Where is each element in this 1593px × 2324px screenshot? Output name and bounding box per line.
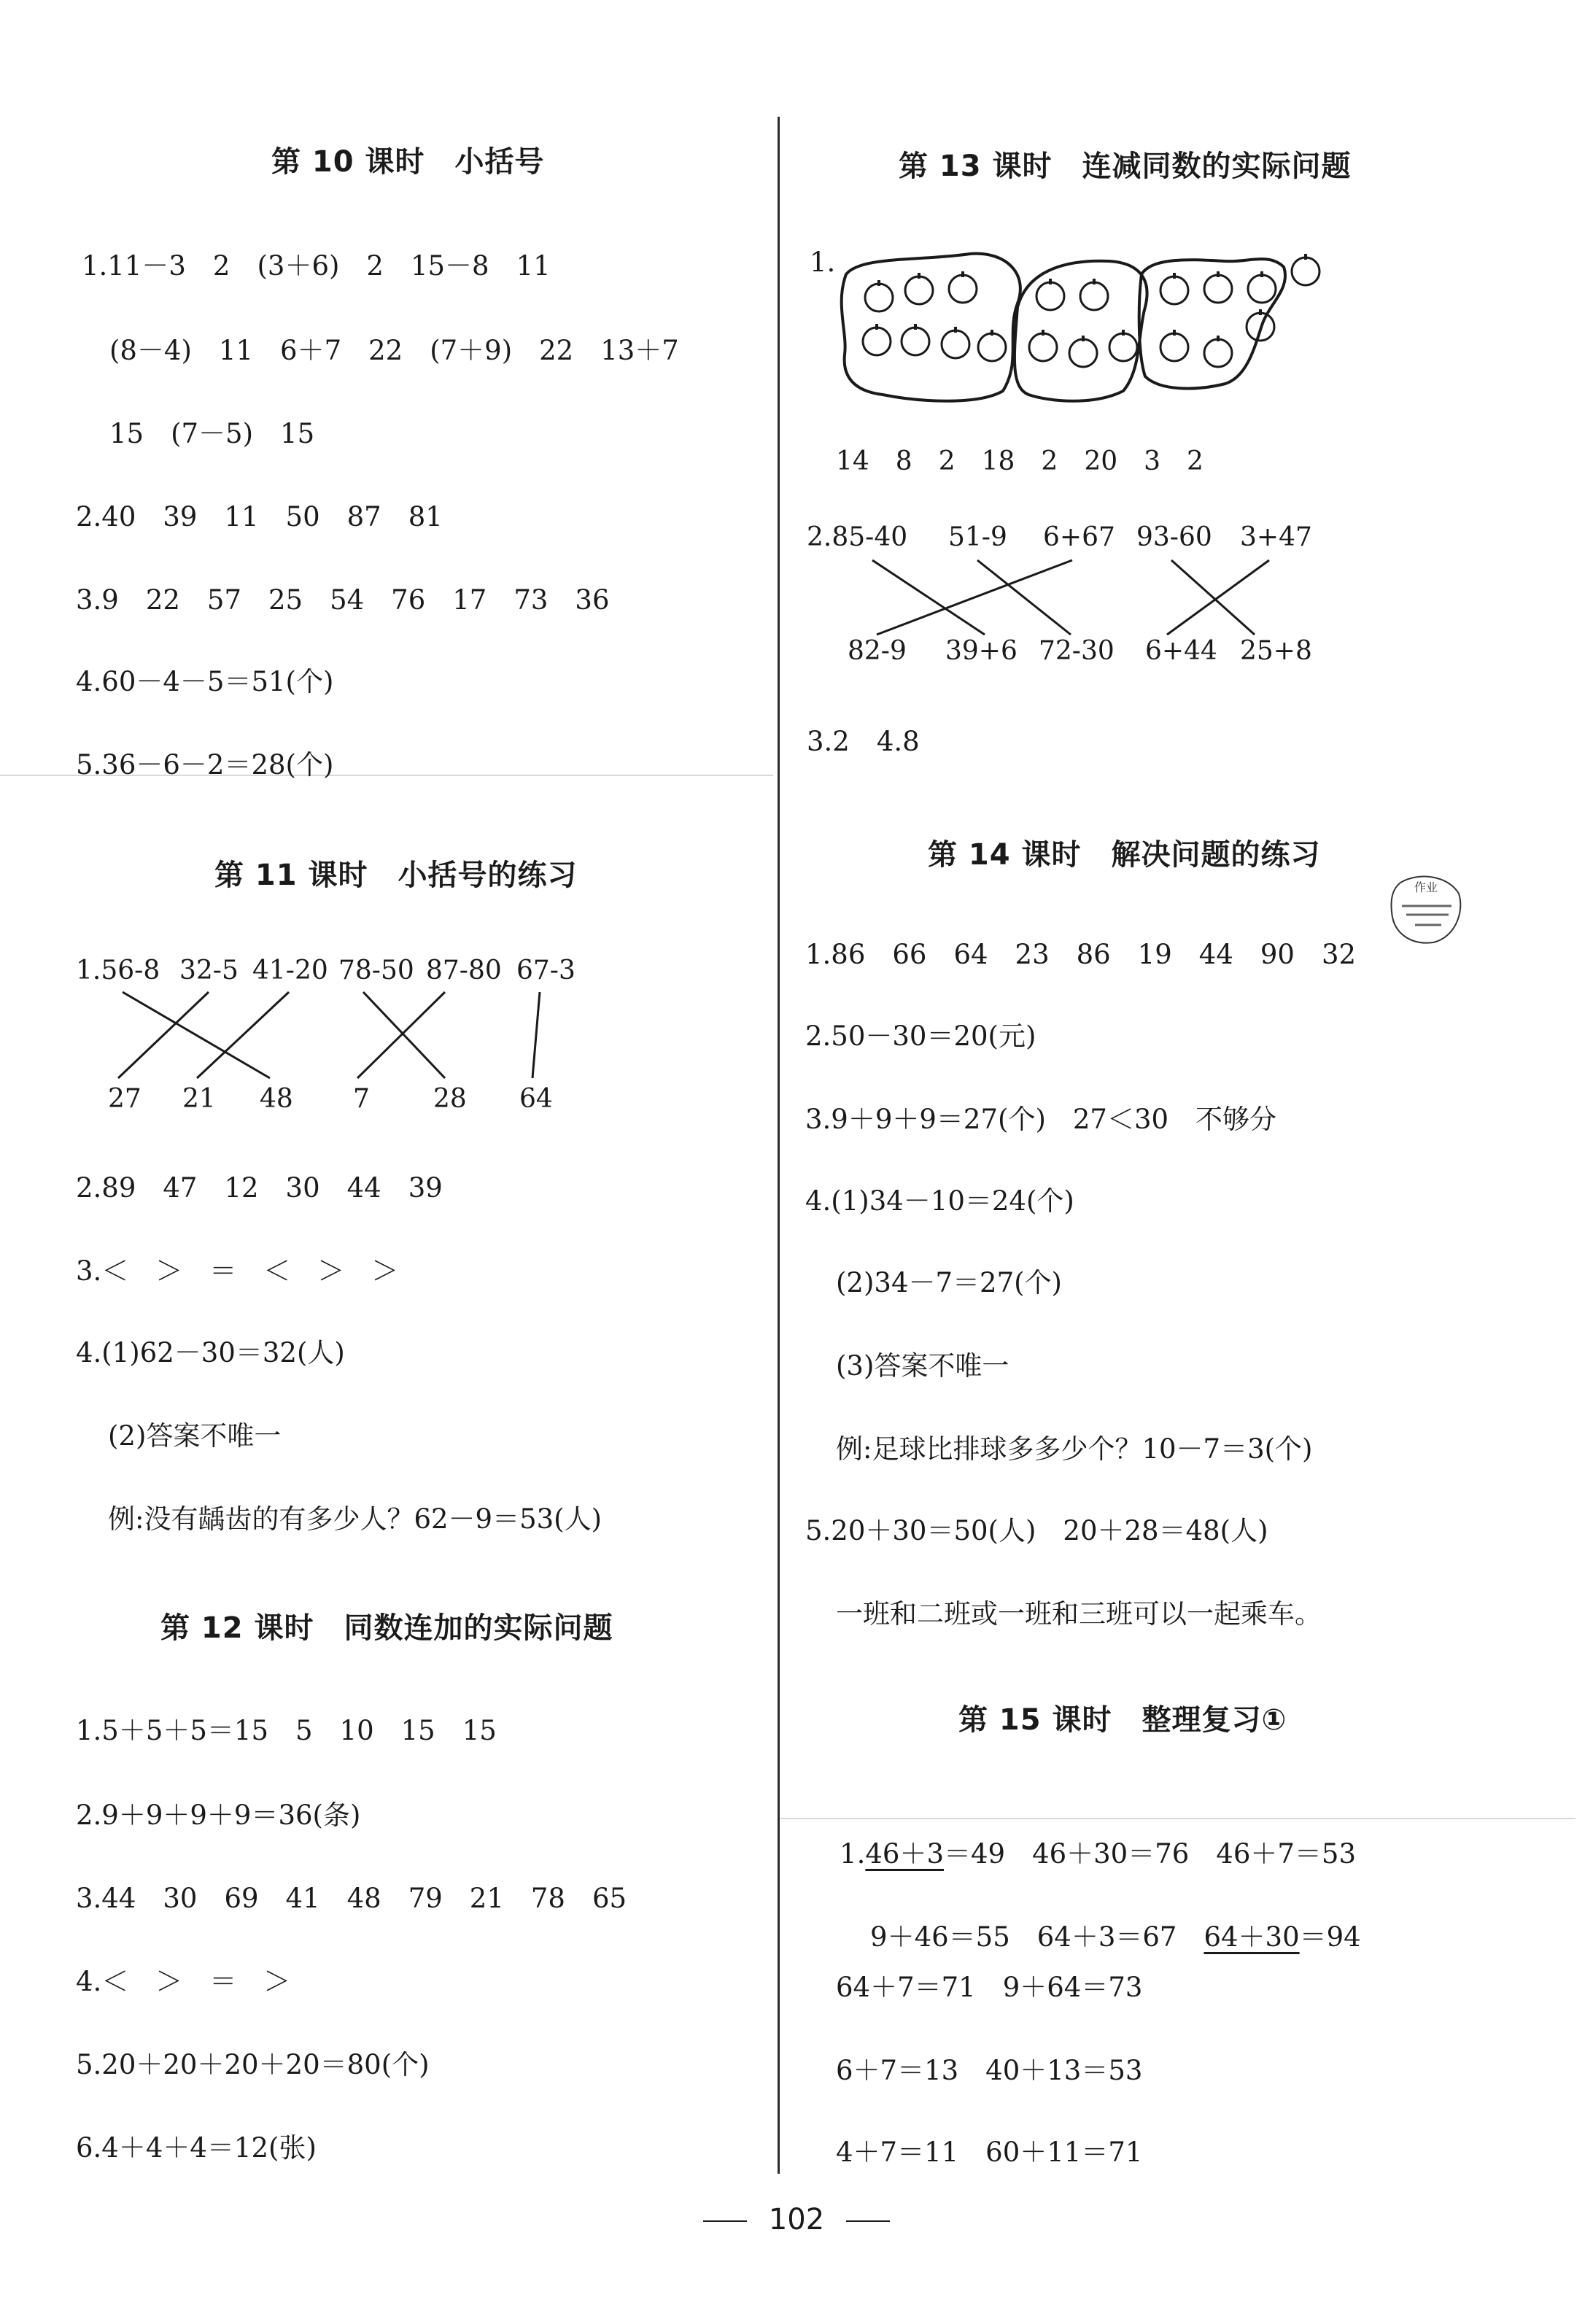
match-bottom-item: 64 bbox=[519, 1084, 553, 1114]
match-top-item: 2.85-40 bbox=[807, 522, 908, 552]
answer-line: (2)答案不唯一 bbox=[108, 1420, 282, 1452]
answer-line: 5.20＋20＋20＋20＝80(个) bbox=[76, 2049, 430, 2080]
answer-line: 2.50－30＝20(元) bbox=[805, 1020, 1036, 1052]
answer-line: 6.4＋4＋4＝12(张) bbox=[76, 2132, 317, 2164]
underlined-expression: 46＋3 bbox=[865, 1838, 944, 1870]
answer-line: 例:足球比排球多多少个？10－7＝3(个) bbox=[836, 1433, 1313, 1465]
match-bottom-item: 28 bbox=[433, 1084, 467, 1114]
expression-rest: ＝49 46＋30＝76 46＋7＝53 bbox=[943, 1838, 1357, 1870]
lesson-10-title: 第 10 课时 小括号 bbox=[271, 145, 545, 179]
homework-stamp-icon bbox=[1386, 868, 1466, 948]
lesson-15-title: 第 15 课时 整理复习① bbox=[958, 1703, 1287, 1737]
answer-line: 64＋7＝71 9＋64＝73 bbox=[836, 1972, 1143, 2003]
answer-line: 4.(1)34－10＝24(个) bbox=[805, 1185, 1074, 1217]
page-number-dash bbox=[703, 2220, 747, 2222]
page-number-dash bbox=[846, 2220, 890, 2222]
answer-line: 3.44 30 69 41 48 79 21 78 65 bbox=[76, 1883, 627, 1914]
answer-line: 1.5＋5＋5＝15 5 10 15 15 bbox=[76, 1715, 497, 1746]
match-bottom-item: 21 bbox=[182, 1084, 216, 1114]
page-number-text: 102 bbox=[768, 2203, 825, 2236]
match-top-item: 87-80 bbox=[426, 956, 502, 985]
answer-line: (2)34－7＝27(个) bbox=[836, 1267, 1062, 1298]
lesson-14-title: 第 14 课时 解决问题的练习 bbox=[928, 838, 1321, 872]
answer-line: 1.11－3 2 (3＋6) 2 15－8 11 bbox=[82, 250, 551, 282]
q1-answers: 14 8 2 18 2 20 3 2 bbox=[836, 446, 1204, 476]
answer-line: (3)答案不唯一 bbox=[836, 1350, 1009, 1382]
lesson-12-title: 第 12 课时 同数连加的实际问题 bbox=[160, 1611, 613, 1645]
match-top-item: 51-9 bbox=[948, 522, 1007, 552]
match-top-item: 41-20 bbox=[252, 956, 328, 985]
lesson-13-title: 第 13 课时 连减同数的实际问题 bbox=[899, 150, 1352, 183]
answer-line: 5.36－6－2＝28(个) bbox=[76, 749, 334, 781]
page-number bbox=[0, 2203, 1593, 2236]
answer-line: 一班和二班或一班和三班可以一起乘车。 bbox=[836, 1598, 1322, 1630]
answer-line: 4.60－4－5＝51(个) bbox=[76, 666, 334, 697]
answer-line: 例:没有龋齿的有多少人？62－9＝53(人) bbox=[108, 1503, 602, 1535]
answer-line: 6＋7＝13 40＋13＝53 bbox=[836, 2055, 1143, 2086]
match-bottom-item: 6+44 bbox=[1145, 636, 1217, 666]
match-top-item: 32-5 bbox=[179, 956, 239, 985]
match-bottom-item: 82-9 bbox=[848, 636, 907, 666]
answer-line: 3.9 22 57 25 54 76 17 73 36 bbox=[76, 584, 610, 616]
answer-line: 4.＜ ＞ ＝ ＞ bbox=[76, 1966, 291, 1997]
match-top-item: 3+47 bbox=[1240, 522, 1312, 552]
match-bottom-item: 39+6 bbox=[945, 636, 1018, 666]
stamp-label: 作业 bbox=[1414, 880, 1438, 894]
expression-rest: ＝94 bbox=[1299, 1921, 1361, 1953]
answer-line: 2.9＋9＋9＋9＝36(条) bbox=[76, 1800, 361, 1831]
match-top-item: 93-60 bbox=[1136, 522, 1212, 552]
match-top-item: 1.56-8 bbox=[76, 956, 160, 985]
match-top-item: 78-50 bbox=[338, 956, 414, 985]
answer-line: 3.＜ ＞ ＝ ＜ ＞ ＞ bbox=[76, 1255, 399, 1287]
match-bottom-item: 27 bbox=[108, 1084, 142, 1114]
question-label: 1. bbox=[810, 247, 836, 278]
answer-line: 4.(1)62－30＝32(人) bbox=[76, 1337, 345, 1368]
match-bottom-item: 72-30 bbox=[1039, 636, 1115, 666]
answer-line: 3.2 4.8 bbox=[807, 726, 920, 757]
match-top-item: 6+67 bbox=[1043, 522, 1115, 552]
underlined-expression: 64＋30 bbox=[1204, 1921, 1300, 1953]
question-number: 1. bbox=[840, 1838, 866, 1870]
answer-line: 2.40 39 11 50 87 81 bbox=[76, 501, 443, 532]
match-bottom-item: 7 bbox=[353, 1084, 370, 1114]
lesson-11-title: 第 11 课时 小括号的练习 bbox=[214, 859, 578, 892]
match-bottom-item: 48 bbox=[260, 1084, 293, 1114]
answer-line: 5.20＋30＝50(人) 20＋28＝48(人) bbox=[805, 1515, 1268, 1546]
answer-line: 15 (7－5) 15 bbox=[109, 418, 315, 449]
answer-line: 2.89 47 12 30 44 39 bbox=[76, 1172, 443, 1204]
answer-line: 4＋7＝11 60＋11＝71 bbox=[836, 2137, 1143, 2168]
answer-line: 1.86 66 64 23 86 19 44 90 32 bbox=[805, 939, 1357, 970]
match-top-item: 67-3 bbox=[516, 956, 575, 985]
answer-line: (8－4) 11 6＋7 22 (7＋9) 22 13＋7 bbox=[109, 335, 679, 366]
expression-rest: 9＋46＝55 64＋3＝67 bbox=[870, 1921, 1204, 1953]
match-bottom-item: 25+8 bbox=[1240, 636, 1312, 666]
answer-line: 3.9＋9＋9＝27(个) 27＜30 不够分 bbox=[805, 1104, 1277, 1135]
